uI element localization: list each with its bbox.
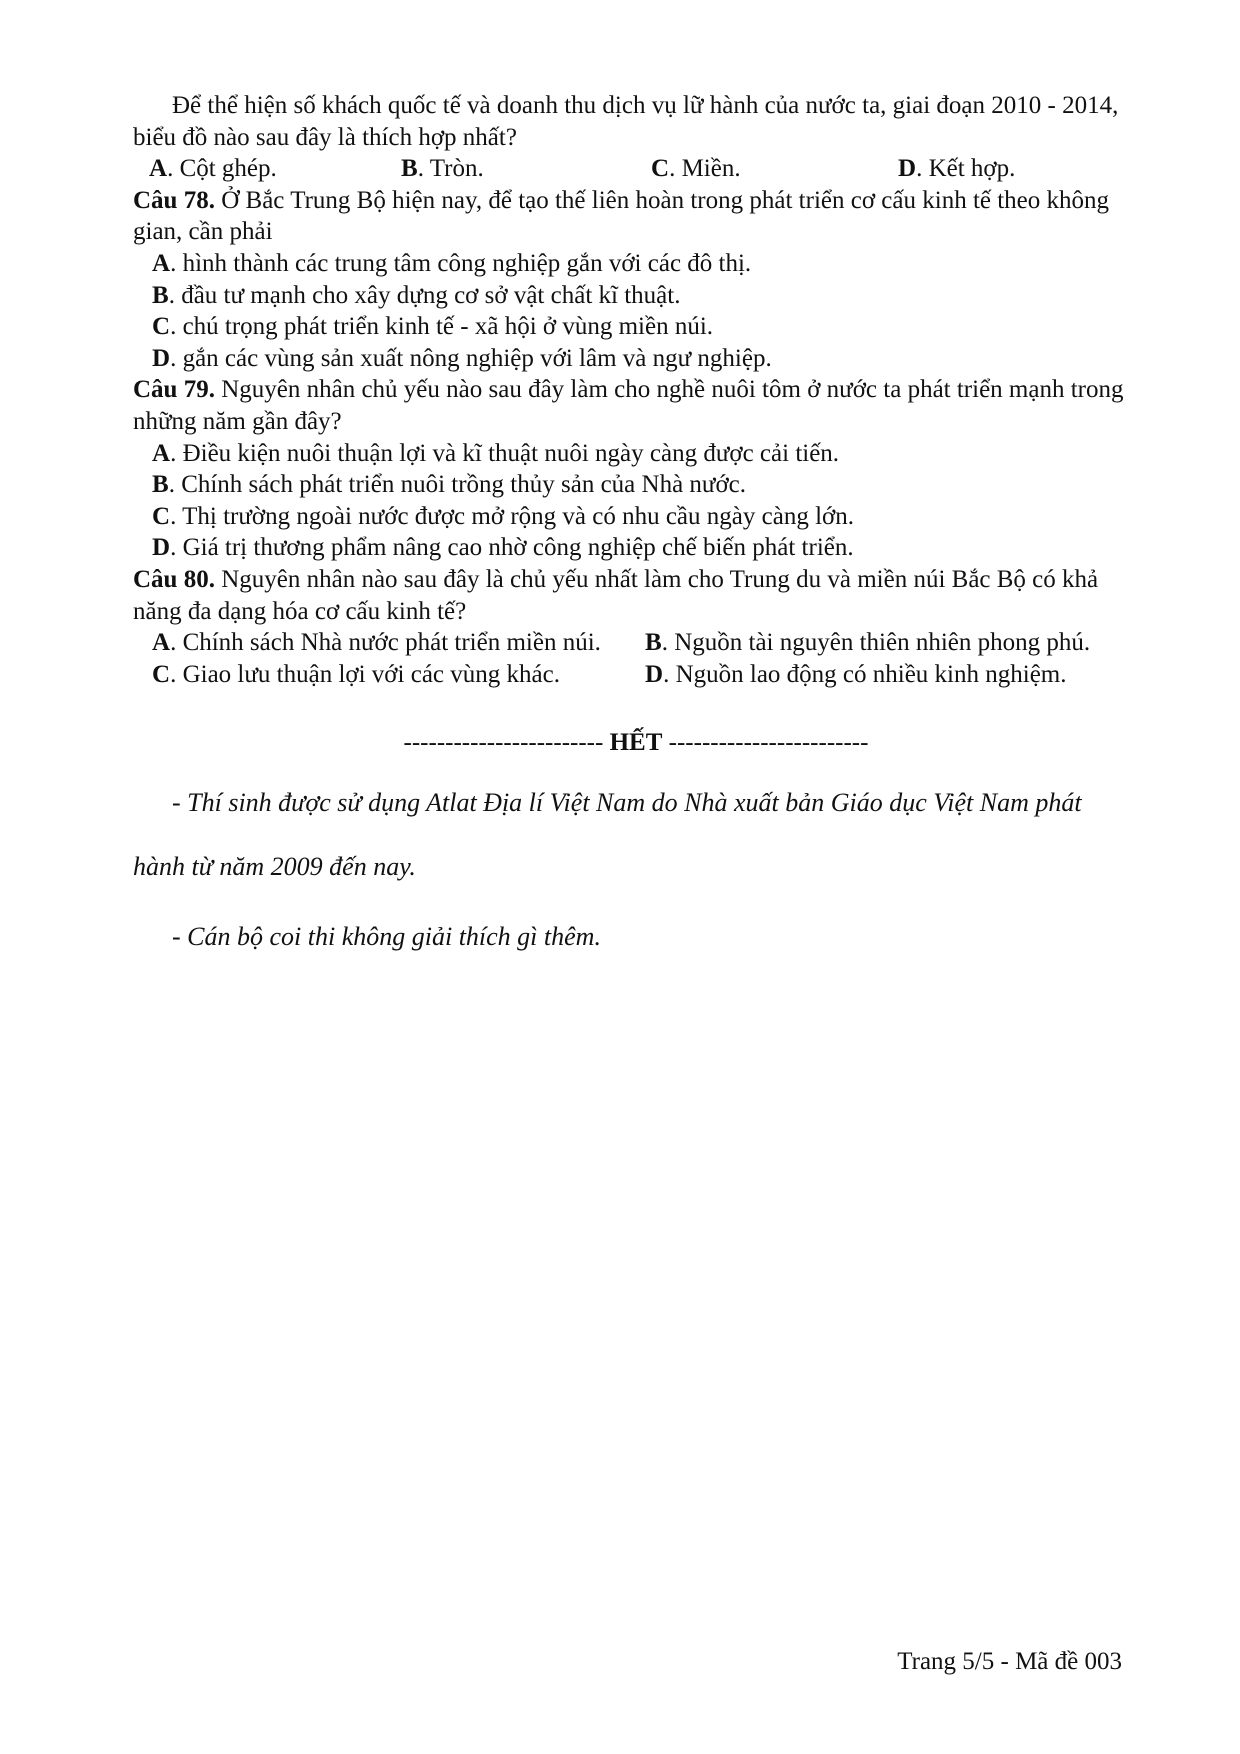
option-separator: . [916, 155, 929, 183]
option-letter: B [152, 281, 169, 309]
option-text: Điều kiện nuôi thuận lợi và kĩ thuật nuôi ngày càng được cải tiến. [182, 439, 840, 467]
divider-label: HẾT [609, 729, 663, 757]
option-letter: D [898, 155, 917, 183]
question-79-option-c [133, 501, 1125, 533]
question-77-option-b [385, 153, 635, 185]
option-text: Miền. [681, 155, 741, 183]
option-text: chú trọng phát triển kinh tế - xã hội ở vùng miền núi. [182, 313, 714, 341]
option-text: Chính sách Nhà nước phát triển miền núi. [182, 629, 601, 657]
note-proctor: - Cán bộ coi thi không giải thích gì thêm. [172, 922, 601, 952]
question-79-option-b [133, 469, 1125, 501]
option-separator: . [170, 439, 183, 467]
option-letter: C [651, 155, 670, 183]
question-79-stem [133, 374, 1125, 437]
question-79-stem-text: Nguyên nhân chủ yếu nào sau đây làm cho nghề nuôi tôm ở nước ta phát triển mạnh trong những năm gần đây? [133, 376, 1124, 435]
option-text: Nguồn lao động có nhiều kinh nghiệm. [675, 660, 1067, 688]
option-text: Tròn. [429, 155, 484, 183]
question-77-stem: Để thể hiện số khách quốc tế và doanh thu dịch vụ lữ hành của nước ta, giai đoạn 2010 - 2014, biểu đồ nào sau đây là thích hợp nhất? [133, 92, 1119, 151]
page-footer: Trang 5/5 - Mã đề 003 [897, 1648, 1122, 1675]
note-atlas-permission: - Thí sinh được sử dụng Atlat Địa lí Việt Nam do Nhà xuất bản Giáo dục Việt Nam phát hành từ năm 2009 đến nay. [133, 788, 1082, 882]
option-separator: . [170, 534, 183, 562]
option-letter: A [152, 439, 171, 467]
end-divider [133, 727, 1125, 759]
question-80-stem [133, 564, 1125, 627]
option-letter: B [645, 629, 662, 657]
option-separator: . [170, 502, 183, 530]
question-78-option-c [133, 311, 1125, 343]
exam-notes [133, 771, 1125, 969]
question-79-number: Câu 79. [133, 376, 215, 404]
question-77-option-c [635, 153, 882, 185]
option-separator: . [170, 313, 183, 341]
question-80 [133, 564, 1125, 690]
question-78 [133, 185, 1125, 375]
question-80-option-a [133, 627, 626, 659]
question-80-option-d [626, 659, 1125, 691]
option-separator: . [170, 629, 183, 657]
exam-content [133, 90, 1125, 969]
option-separator: . [417, 155, 430, 183]
question-78-option-a [133, 248, 1125, 280]
option-letter: A [152, 249, 171, 277]
option-text: Giao lưu thuận lợi với các vùng khác. [182, 660, 560, 688]
option-letter: D [152, 344, 171, 372]
option-separator: . [170, 249, 183, 277]
option-text: đầu tư mạnh cho xây dựng cơ sở vật chất kĩ thuật. [181, 281, 681, 309]
option-text: hình thành các trung tâm công nghiệp gắn với các đô thị. [182, 249, 752, 277]
question-79-option-d [133, 532, 1125, 564]
option-letter: D [152, 534, 171, 562]
question-77-option-d [882, 153, 1125, 185]
question-79 [133, 374, 1125, 564]
question-80-option-b [626, 627, 1125, 659]
question-78-stem [133, 185, 1125, 248]
divider-dashes-right: ------------------------ [668, 729, 869, 757]
question-78-option-d [133, 343, 1125, 375]
question-77-options [133, 153, 1125, 185]
question-80-stem-text: Nguyên nhân nào sau đây là chủ yếu nhất làm cho Trung du và miền núi Bắc Bộ có khả năng đa dạng hóa cơ cấu kinh tế? [133, 565, 1099, 625]
question-79-option-a [133, 438, 1125, 470]
option-text: gắn các vùng sản xuất nông nghiệp với lâm và ngư nghiệp. [182, 344, 772, 372]
option-letter: C [152, 502, 171, 530]
option-letter: C [152, 660, 171, 688]
option-separator: . [170, 660, 183, 688]
question-80-options-row-1 [133, 627, 1125, 659]
question-78-option-b [133, 280, 1125, 312]
option-text: Kết hợp. [928, 155, 1016, 183]
option-text: Nguồn tài nguyên thiên nhiên phong phú. [674, 629, 1091, 657]
question-78-number: Câu 78. [133, 186, 215, 214]
option-letter: B [401, 155, 418, 183]
divider-dashes-left: ------------------------ [403, 729, 604, 757]
option-separator: . [168, 471, 182, 499]
option-separator: . [167, 155, 180, 183]
question-77 [133, 90, 1125, 185]
option-text: Cột ghép. [179, 155, 277, 183]
question-80-option-c [133, 659, 626, 691]
option-letter: C [152, 313, 171, 341]
option-text: Giá trị thương phẩm nâng cao nhờ công nghiệp chế biến phát triển. [182, 534, 854, 562]
option-separator: . [669, 155, 682, 183]
option-letter: B [152, 471, 169, 499]
question-80-options-row-2 [133, 659, 1125, 691]
question-80-number: Câu 80. [133, 565, 215, 593]
question-77-option-a [133, 153, 385, 185]
option-text: Chính sách phát triển nuôi trồng thủy sản của Nhà nước. [181, 471, 747, 499]
option-separator: . [663, 660, 676, 688]
option-letter: D [645, 660, 664, 688]
option-letter: A [152, 629, 171, 657]
option-text: Thị trường ngoài nước được mở rộng và có nhu cầu ngày càng lớn. [182, 502, 854, 530]
option-letter: A [149, 155, 168, 183]
option-separator: . [168, 281, 182, 309]
question-78-stem-text: Ở Bắc Trung Bộ hiện nay, để tạo thế liên hoàn trong phát triển cơ cấu kinh tế theo không gian, cần phải [133, 186, 1110, 246]
option-separator: . [661, 629, 675, 657]
option-separator: . [170, 344, 183, 372]
